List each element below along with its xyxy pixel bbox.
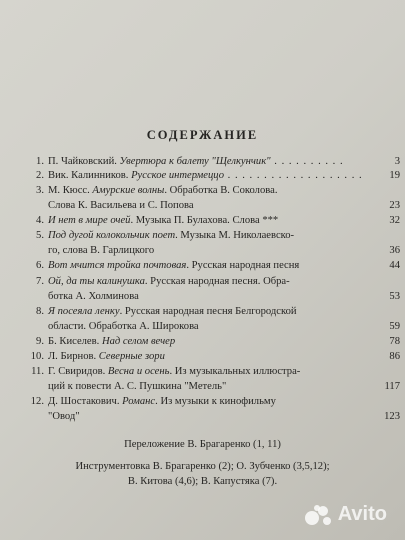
arrangement-credit: Переложение В. Брагаренко (1, 11) <box>124 439 281 450</box>
work-title: Весна и осень <box>107 366 170 377</box>
toc-text: Вик. Калинников. <box>48 170 132 181</box>
toc-entry <box>22 213 400 228</box>
toc-entry-line <box>22 304 400 319</box>
toc-text: го, слова В. Гарлицкого <box>48 245 155 257</box>
toc-entry-line <box>22 213 400 228</box>
toc-text: . Музыка М. Николаевско- <box>175 230 295 241</box>
toc-entry-line <box>22 168 400 183</box>
toc-entry <box>22 154 400 169</box>
toc-entry-number: 2. <box>36 170 44 181</box>
toc-page-number: 53 <box>389 291 400 303</box>
toc-entry <box>22 394 400 424</box>
toc-entry-number: 10. <box>30 351 44 362</box>
toc-page-number: 59 <box>389 321 400 333</box>
toc-text: области. Обработка А. Широкова <box>48 321 199 333</box>
toc-text: . Русская народная песня. Обра- <box>144 276 290 287</box>
toc-text: Г. Свиридов. <box>48 366 108 377</box>
toc-entry-line <box>22 183 400 198</box>
toc-text: ций к повести А. С. Пушкина "Метель" <box>48 381 227 393</box>
toc-entry-line <box>22 243 400 258</box>
toc-entry-line <box>22 349 400 364</box>
toc-text: ботка А. Холминова <box>48 291 139 303</box>
toc-entry-line <box>22 258 400 273</box>
toc-entry-line <box>22 394 400 409</box>
work-title: Я посеяла ленку <box>48 306 120 317</box>
toc-text: Д. Шостакович. <box>48 396 123 407</box>
work-title: Увертюра к балету "Щелкунчик" <box>119 156 271 167</box>
toc-entry-line <box>22 364 400 379</box>
toc-title: СОДЕРЖАНИЕ <box>146 128 259 142</box>
toc-entry-line <box>22 289 400 304</box>
toc-page-number: 32 <box>389 215 400 226</box>
toc-page-number: 117 <box>384 381 400 393</box>
toc-page-number: 36 <box>389 245 400 257</box>
work-title: Под дугой колокольчик поет <box>48 230 176 241</box>
toc-entry-line <box>22 198 400 213</box>
toc-entry <box>22 183 400 213</box>
work-title: Романс <box>122 396 156 407</box>
toc-entry <box>22 304 400 334</box>
toc-entry-line <box>22 379 400 394</box>
toc-entry-number: 5. <box>36 230 44 241</box>
work-title: Русское интермеццо <box>131 170 225 181</box>
work-title: И нет в мире очей <box>48 215 131 226</box>
avito-watermark <box>304 503 387 526</box>
toc-page-number: 78 <box>389 336 400 347</box>
work-title: Амурские волны <box>92 185 165 196</box>
toc-entry <box>22 168 400 183</box>
toc-entry-number: 8. <box>36 306 44 317</box>
toc-text: М. Кюсс. <box>48 185 93 196</box>
toc-entry <box>22 334 400 349</box>
toc-page-number: 23 <box>389 200 400 212</box>
toc-page-number: 19 <box>389 170 400 181</box>
toc-entry-number: 7. <box>36 276 44 287</box>
toc-entry <box>22 228 400 258</box>
toc-text: . Русская народная песня Белгородской <box>119 306 297 317</box>
leader-dots: . . . . . . . . . . <box>270 156 344 167</box>
toc-entry-number: 9. <box>36 336 44 347</box>
toc-text: Б. Киселев. <box>48 336 102 347</box>
instrumentation-credit-line-2: В. Китова (4,6); В. Капустяка (7). <box>127 476 278 487</box>
toc-entry <box>22 364 400 394</box>
toc-text: . Музыка П. Булахова. Слова *** <box>130 215 279 226</box>
toc-entry-line <box>22 228 400 243</box>
toc-entry-line <box>22 274 400 289</box>
toc-entry-number: 3. <box>36 185 44 196</box>
toc-entry-line <box>22 319 400 334</box>
toc-page-number: 123 <box>384 411 400 423</box>
avito-logo-icon <box>304 504 334 526</box>
toc-page-number: 44 <box>389 260 400 271</box>
work-title: Северные зори <box>98 351 165 362</box>
toc-entry-line <box>22 154 400 169</box>
work-title: Ой, да ты калинушка <box>48 276 145 287</box>
toc-text: "Овод" <box>48 411 80 423</box>
toc-entry-number: 6. <box>36 260 44 271</box>
toc-page-number: 3 <box>394 156 400 167</box>
toc-text: Слова К. Васильева и С. Попова <box>48 200 194 212</box>
toc-text: . Обработка В. Соколова. <box>164 185 278 196</box>
toc-entry-line <box>22 409 400 424</box>
toc-text: . Русская народная песня <box>186 260 300 271</box>
work-title: Над селом вечер <box>101 336 176 347</box>
toc-text: . Из музыкальных иллюстра- <box>169 366 301 377</box>
toc-entry-line <box>22 334 400 349</box>
toc-entry-number: 4. <box>36 215 44 226</box>
toc-text: Л. Бирнов. <box>48 351 99 362</box>
toc-entry <box>22 274 400 304</box>
toc-entry-number: 11. <box>31 366 44 377</box>
toc-page-number: 86 <box>389 351 400 362</box>
toc-entry-number: 12. <box>30 396 44 407</box>
instrumentation-credit-line-1: Инструментовка В. Брагаренко (2); О. Зубченко (3,5,12); <box>75 461 330 472</box>
toc-text: П. Чайковский. <box>48 156 120 167</box>
leader-dots: . . . . . . . . . . . . . . . . . . . <box>224 170 363 181</box>
toc-entry <box>22 349 400 364</box>
toc-entry-number: 1. <box>36 156 44 167</box>
watermark-text: Avito <box>337 503 387 525</box>
toc-text: . Из музыки к кинофильму <box>155 396 276 407</box>
work-title: Вот мчится тройка почтовая <box>48 260 187 271</box>
toc-entry <box>22 258 400 273</box>
